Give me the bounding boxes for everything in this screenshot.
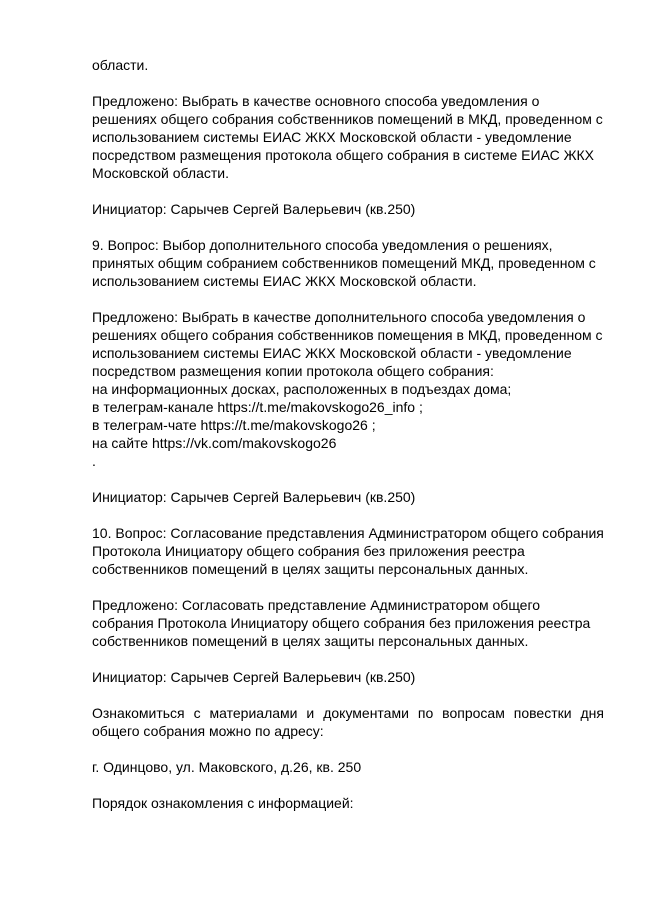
notify-line-telegram-channel: в телеграм-канале https://t.me/makovskogo26_info ; — [92, 399, 423, 415]
paragraph-q10-proposal: Предложено: Согласовать представление Администратором общего собрания Протокола Инициатору общего собрания без приложения реестра собственников помещений в целях защиты персональных данных. — [92, 597, 591, 649]
paragraph-q10-question: 10. Вопрос: Согласование представления Администратором общего собрания Протокола Инициатору общего собрания без приложения реестра собственников помещений в целях защиты персональных данных. — [92, 525, 604, 577]
notify-line-boards: на информационных досках, расположенных в подъездах дома; — [92, 381, 512, 397]
notify-line-telegram-chat: в телеграм-чате https://t.me/makovskogo26 ; — [92, 417, 376, 433]
paragraph-q9-question: 9. Вопрос: Выбор дополнительного способа уведомления о решениях, принятых общим собранием собственников помещений МКД, проведенном с использованием системы ЕИАС ЖКХ Московской области. — [92, 237, 596, 289]
paragraph-q8-proposal: Предложено: Выбрать в качестве основного способа уведомления о решениях общего собрания собственников помещений в МКД, проведенном с использованием системы ЕИАС ЖКХ Московской области - уведомление посредством размещения протокола общего собрания в системе ЕИАС ЖКХ Московской области. — [92, 93, 603, 181]
notify-line-vk-site: на сайте https://vk.com/makovskogo26 — [92, 435, 337, 451]
paragraph-q9-initiator: Инициатор: Сарычев Сергей Валерьевич (кв.250) — [92, 489, 416, 505]
paragraph-familiarization-order: Порядок ознакомления с информацией: — [92, 795, 354, 811]
paragraph-q9-proposal-intro: Предложено: Выбрать в качестве дополнительного способа уведомления о решениях общего собрания собственников помещения в МКД, проведенном с использованием системы ЕИАС ЖКХ Московской области - уведомление посредством размещения копии протокола общего собрания: — [92, 309, 603, 379]
paragraph-address: г. Одинцово, ул. Маковского, д.26, кв. 250 — [92, 759, 362, 775]
paragraph-q10-initiator: Инициатор: Сарычев Сергей Валерьевич (кв.250) — [92, 669, 416, 685]
paragraph-materials-info: Ознакомиться с материалами и документами по вопросам повестки дня общего собрания можно по адресу: — [92, 705, 604, 739]
paragraph-prev-page-tail: области. — [92, 57, 149, 73]
notify-line-period: . — [92, 453, 96, 469]
paragraph-q8-initiator: Инициатор: Сарычев Сергей Валерьевич (кв.250) — [92, 201, 416, 217]
